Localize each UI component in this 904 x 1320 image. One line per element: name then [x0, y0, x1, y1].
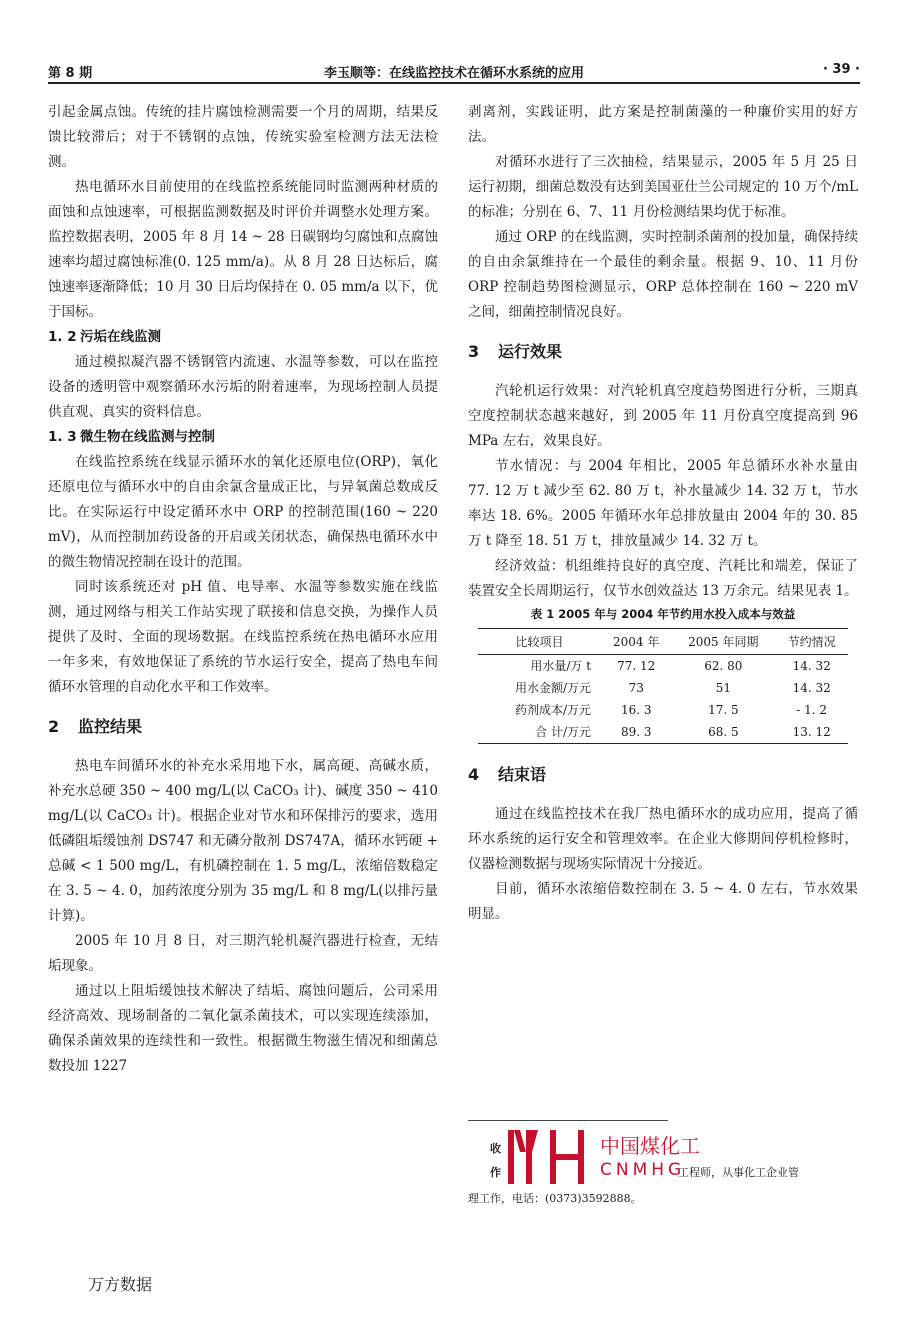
logo-chinese-text: 中国煤化工 [600, 1134, 700, 1158]
page-number: · 39 · [822, 62, 860, 77]
table-cell: 51 [715, 681, 731, 695]
table-cell: 药剂成本/万元 [514, 703, 592, 717]
table-cell: 16. 3 [620, 703, 652, 717]
right-column [468, 100, 858, 927]
section-title: 监控结果 [78, 717, 143, 736]
table-cell: 77. 12 [617, 659, 656, 673]
table-caption: 表 1 2005 年与 2004 年节约用水投入成本与效益 [530, 607, 796, 621]
paragraph: 经济效益：机组维持良好的真空度、汽耗比和端差，保证了装置安全长周期运行，仅节水创效益达 13 万余元。结果见表 1。 [468, 558, 858, 599]
paragraph: 通过模拟凝汽器不锈钢管内流速、水温等参数，可以在监控设备的透明管中观察循环水污垢的附着速率，为现场控制人员提供直观、真实的资料信息。 [48, 354, 438, 420]
section-heading [48, 714, 438, 740]
paragraph: 2005 年 10 月 8 日，对三期汽轮机凝汽器进行检查，无结垢现象。 [48, 933, 438, 974]
table-cell: 73 [628, 681, 644, 695]
footnote-label-received: 收 [490, 1142, 501, 1155]
table-cell: 17. 5 [708, 703, 739, 717]
table-row [478, 677, 848, 699]
table-row [478, 721, 848, 744]
table-cell: 62. 80 [704, 659, 743, 673]
subsection-number: 1. 2 [48, 329, 77, 345]
savings-table [478, 628, 848, 744]
paragraph: 剥离剂，实践证明，此方案是控制菌藻的一种廉价实用的好方法。 [468, 104, 858, 145]
section-number: 2 [48, 717, 60, 736]
footnote-author-bio: 工程师，从事化工企业管 [678, 1166, 799, 1179]
paragraph: 热电循环水目前使用的在线监控系统能同时监测两种材质的面蚀和点蚀速率，可根据监测数据及时评价并调整水处理方案。监控数据表明，2005 年 8 月 14 ~ 28 日碳钢均匀腐蚀和点腐蚀速率均超过腐蚀标准(0. 125 mm/a)。从 8 月 28 日达标后，腐蚀速率逐渐降低；10 月 30 日后均保持在 0. 05 mm/a 以下，优于国标。 [48, 179, 438, 320]
table-cell: 14. 32 [792, 659, 831, 673]
paragraph: 对循环水进行了三次抽检，结果显示，2005 年 5 月 25 日运行初期，细菌总数没有达到美国亚仕兰公司规定的 10 万个/mL 的标准；分别在 6、7、11 月份检测结果均优于标准。 [468, 154, 858, 220]
subsection-number: 1. 3 [48, 429, 77, 445]
table-header-row [478, 629, 848, 655]
paragraph: 热电车间循环水的补充水采用地下水，属高硬、高碱水质，补充水总硬 350 ~ 400 mg/L(以 CaCO₃ 计)、碱度 350 ~ 410 mg/L(以 CaCO₃ 计)。根据企业对节水和环保排污的要求，选用低磷阻垢缓蚀剂 DS747 和无磷分散剂 DS747A，循环水钙硬 + 总碱 < 1 500 mg/L，有机磷控制在 1. 5 mg/L，浓缩倍数稳定在 3. 5 ~ 4. 0，加药浓度分别为 35 mg/L 和 8 mg/L(以排污量计算)。 [48, 758, 438, 924]
section-number: 4 [468, 765, 480, 784]
section-heading [468, 339, 858, 365]
subsection-title: 污垢在线监测 [80, 329, 161, 345]
logo-english-text: CNMHG [600, 1160, 686, 1180]
section-title: 运行效果 [498, 342, 563, 361]
paragraph: 通过在线监控技术在我厂热电循环水的成功应用，提高了循环水系统的运行安全和管理效率。在企业大修期间停机检修时，仪器检测数据与现场实际情况十分接近。 [468, 806, 858, 872]
table-cell: 用水量/万 t [530, 659, 592, 673]
paragraph: 节水情况：与 2004 年相比，2005 年总循环水补水量由 77. 12 万 t 减少至 62. 80 万 t，补水量减少 14. 32 万 t，节水率达 18. 6%。2005 年循环水年总排放量由 2004 年的 30. 85 万 t 降至 18. 51 万 t，排放量减少 14. 32 万 t。 [468, 458, 858, 549]
section-title: 结束语 [498, 765, 547, 784]
paragraph: 同时该系统还对 pH 值、电导率、水温等参数实施在线监测，通过网络与相关工作站实现了联接和信息交换，为操作人员提供了及时、全面的现场数据。在线监控系统在热电循环水应用一年多来，有效地保证了系统的节水运行安全，提高了热电车间循环水管理的自动化水平和工作效率。 [48, 579, 438, 695]
paragraph: 通过以上阻垢缓蚀技术解决了结垢、腐蚀问题后，公司采用经济高效、现场制备的二氧化氯杀菌技术，可以实现连续添加，确保杀菌效果的连续性和一致性。根据微生物滋生情况和细菌总数投加 1227 [48, 983, 438, 1074]
cnmhg-logo-icon [506, 1128, 590, 1186]
paragraph: 引起金属点蚀。传统的挂片腐蚀检测需要一个月的周期，结果反馈比较滞后；对于不锈钢的点蚀，传统实验室检测方法无法检测。 [48, 104, 438, 170]
footnote-label-author: 作 [490, 1166, 501, 1179]
cnmhg-watermark-logo [506, 1128, 711, 1188]
table-cell: 68. 5 [671, 721, 775, 744]
table-cell: 合 计/万元 [478, 721, 601, 744]
subsection-heading [48, 325, 438, 350]
section-number: 3 [468, 342, 480, 361]
footnote-rule [468, 1120, 668, 1121]
paragraph: 在线监控系统在线显示循环水的氧化还原电位(ORP)，氧化还原电位与循环水中的自由余氯含量成正比，与异氧菌总数成反比。在实际运行中设定循环水中 ORP 的控制范围(160 ~ 220 mV)，从而控制加药设备的开启或关闭状态，确保热电循环水中的微生物情况控制在设计的范围。 [48, 454, 438, 570]
table-header-cell: 节约情况 [775, 629, 848, 655]
page-header [48, 60, 860, 84]
footnote-contact: 理工作，电话：(0373)3592888。 [468, 1192, 642, 1205]
running-title: 李玉顺等：在线监控技术在循环水系统的应用 [323, 66, 584, 81]
paragraph: 通过 ORP 的在线监测，实时控制杀菌剂的投加量，确保持续的自由余氯维持在一个最佳的剩余量。根据 9、10、11 月份 ORP 控制趋势图检测显示，ORP 总体控制在 160 ~ 220 mV 之间，细菌控制情况良好。 [468, 229, 858, 320]
subsection-heading [48, 425, 438, 450]
table-cell: 13. 12 [775, 721, 848, 744]
table-header-cell: 比较项目 [478, 629, 601, 655]
table-cell: - 1. 2 [796, 703, 828, 717]
table-row [478, 655, 848, 678]
paragraph: 目前，循环水浓缩倍数控制在 3. 5 ~ 4. 0 左右，节水效果明显。 [468, 881, 858, 922]
wanfang-watermark: 万方数据 [88, 1275, 153, 1294]
issue-number: 第 8 期 [48, 66, 93, 81]
section-heading [468, 762, 858, 788]
table-header-cell: 2004 年 [601, 629, 671, 655]
table-cell: 用水金额/万元 [514, 681, 592, 695]
table-cell: 14. 32 [792, 681, 831, 695]
paragraph: 汽轮机运行效果：对汽轮机真空度趋势图进行分析，三期真空度控制状态越来越好，到 2005 年 11 月份真空度提高到 96 MPa 左右，效果良好。 [468, 383, 858, 449]
left-column [48, 100, 438, 1079]
table-cell: 89. 3 [601, 721, 671, 744]
table-row [478, 699, 848, 721]
table-header-cell: 2005 年同期 [671, 629, 775, 655]
subsection-title: 微生物在线监测与控制 [80, 429, 215, 445]
